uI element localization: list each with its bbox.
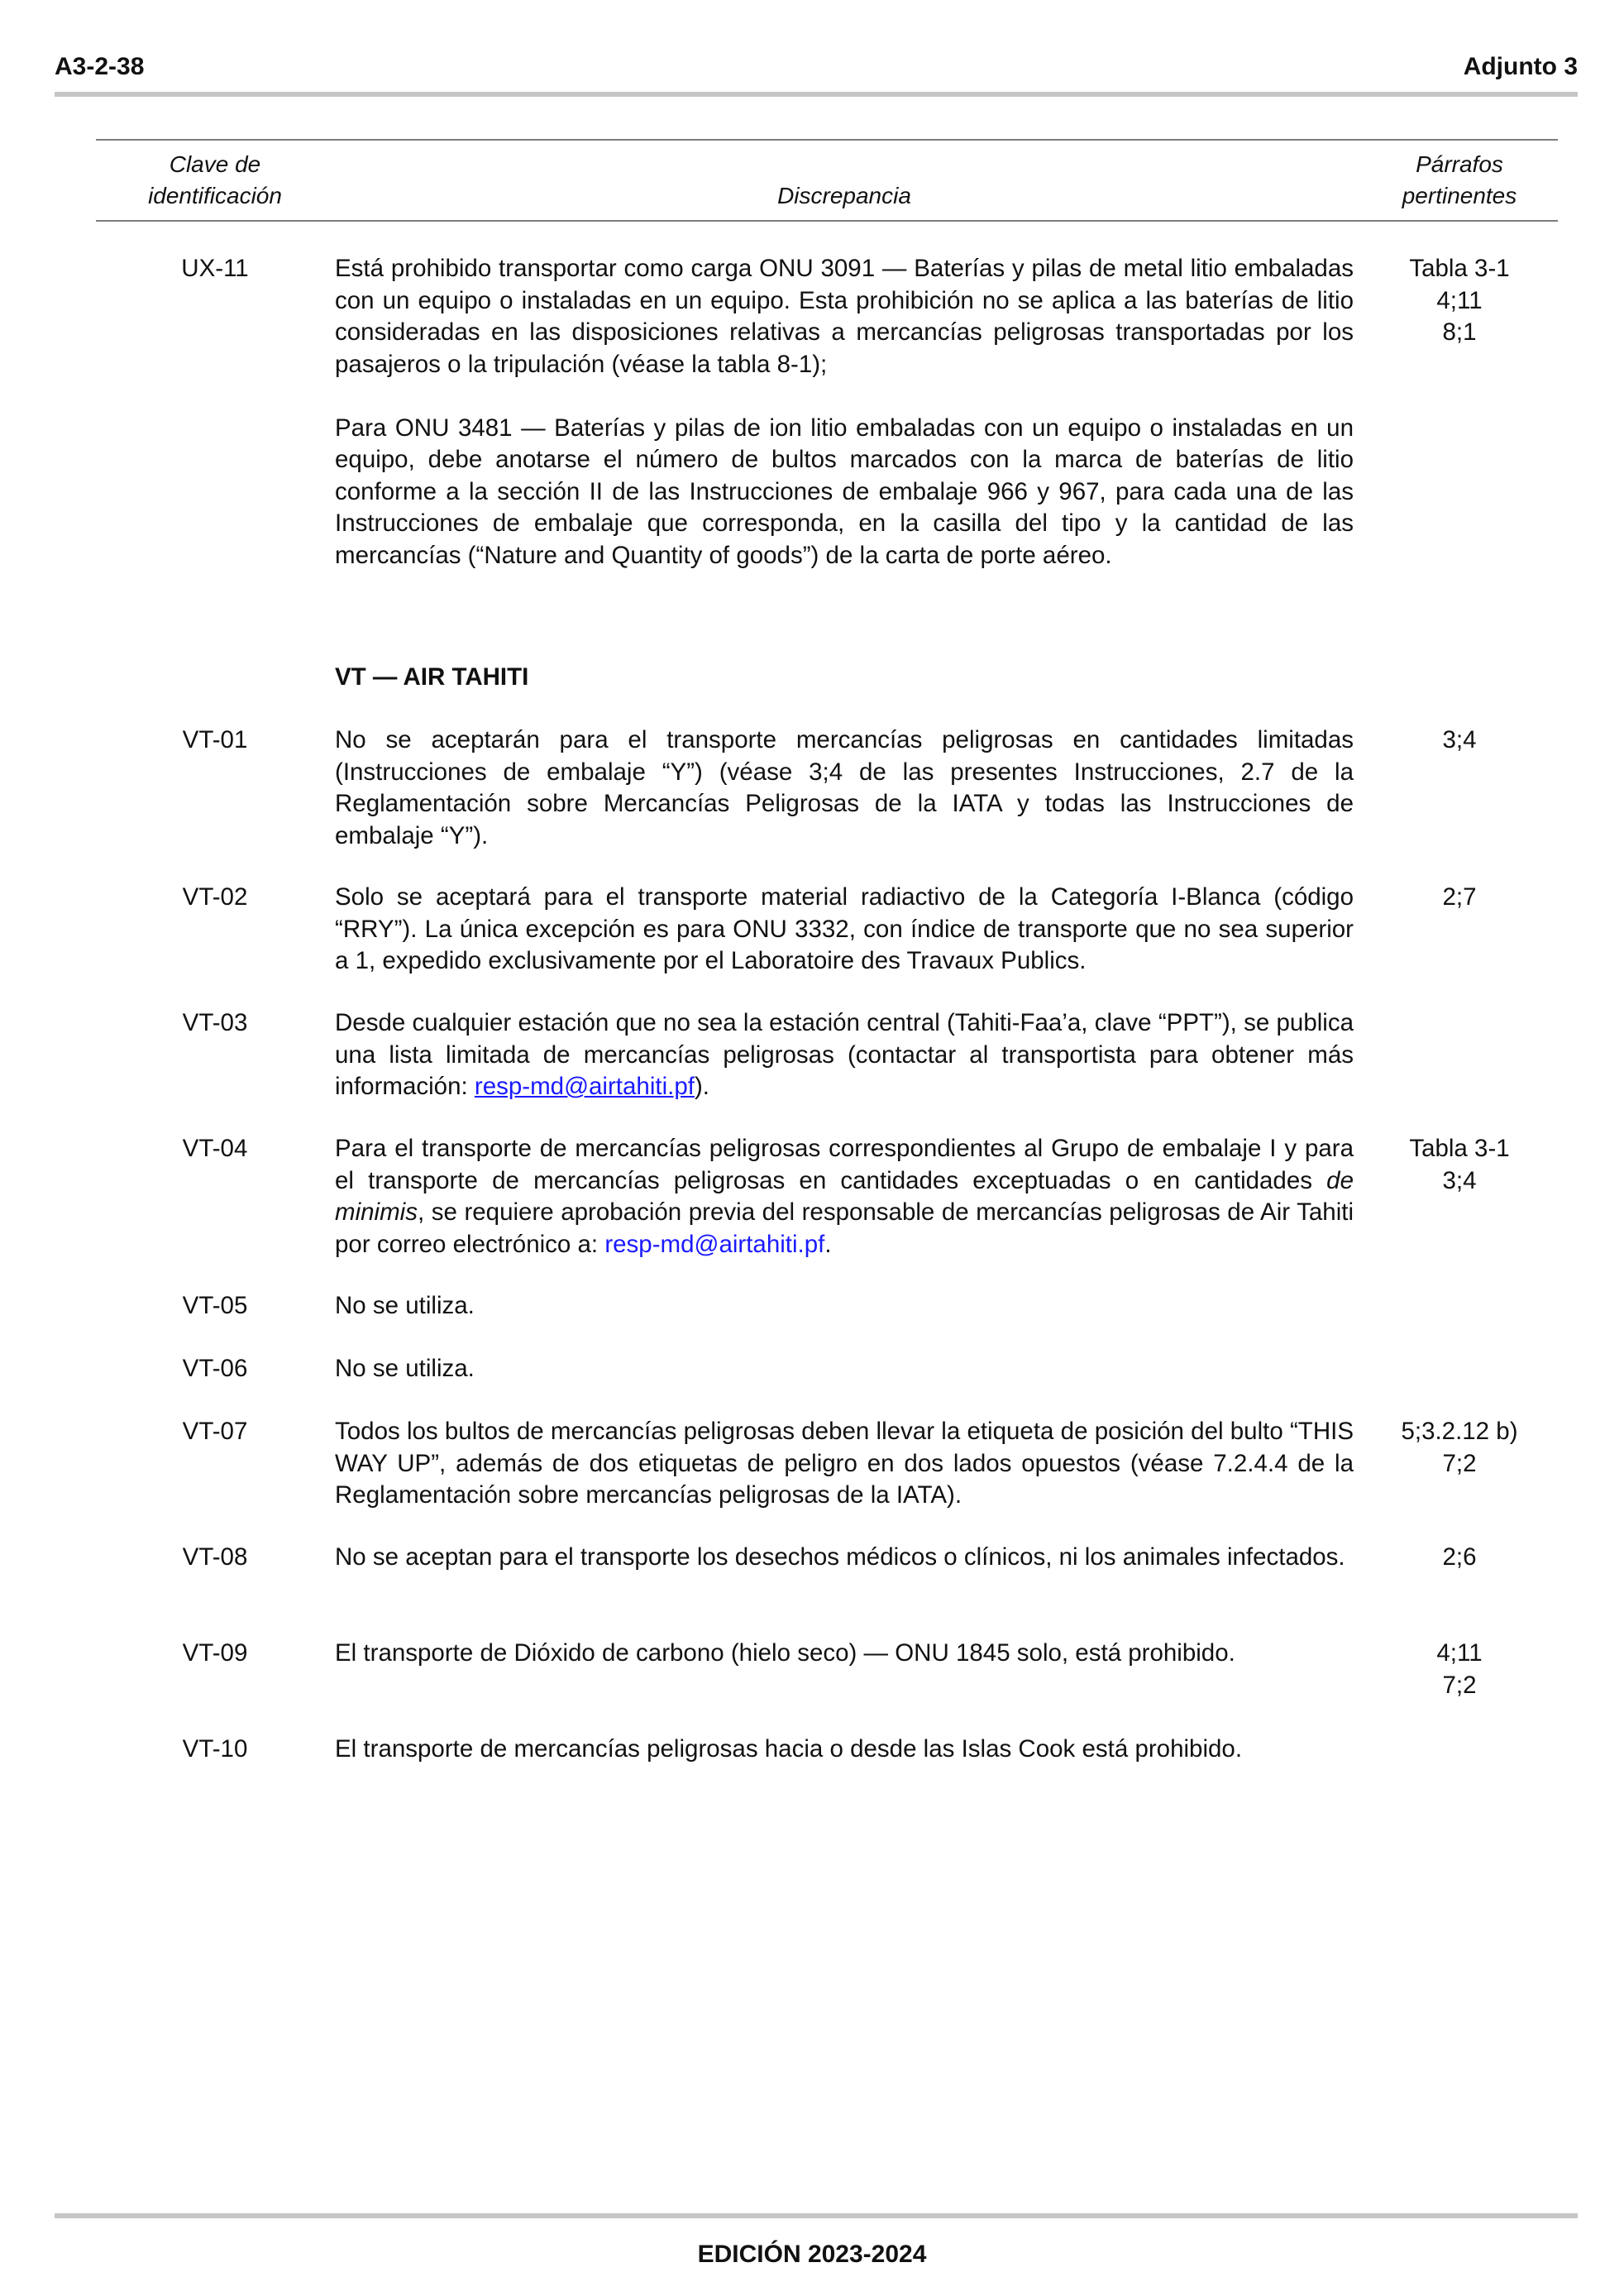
email-link[interactable]: resp-md@airtahiti.pf — [474, 1073, 695, 1100]
entry-references — [1356, 1416, 1563, 1480]
attachment-label: Adjunto 3 — [1463, 53, 1578, 80]
entry-text: Desde cualquier estación que no sea la estación central (Tahiti-Faa’a, clave “PPT”), se publica una lista limitada de mercancías peligrosas (contactar al transportista para obtener más información: — [335, 1009, 1354, 1100]
table-top-rule — [96, 139, 1558, 141]
column-header-paragraphs-line1: Párrafos — [1416, 151, 1503, 177]
reference: 3;4 — [1442, 1166, 1477, 1194]
reference: 3;4 — [1442, 726, 1477, 753]
page-number: A3-2-38 — [55, 53, 145, 80]
column-header-key-line2: identificación — [148, 183, 282, 208]
entry-text: Para el transporte de mercancías peligrosas correspondientes al Grupo de embalaje I y para el transporte de mercancías peligrosas en cantidades exceptuadas o en cantidades — [335, 1135, 1354, 1194]
entry-references — [1356, 725, 1563, 757]
entry-key: VT-01 — [182, 726, 248, 753]
reference: 4;11 — [1436, 1639, 1483, 1667]
entry-description: El transporte de Dióxido de carbono (hielo seco) — ONU 1845 solo, está prohibido. — [335, 1639, 1235, 1667]
entry-description — [335, 1133, 1354, 1260]
reference: 7;2 — [1442, 1449, 1477, 1477]
table-header-rule — [96, 220, 1558, 222]
header-rule — [55, 92, 1578, 97]
entry-description: No se aceptarán para el transporte mercancías peligrosas en cantidades limitadas (Instrucciones de embalaje “Y”) (véase 3;4 de las presentes Instrucciones, 2.7 de la Reglamentación sobre Mercancías Peligrosas de la IATA y todas las Instrucciones de embalaje “Y”). — [335, 726, 1354, 849]
footer-rule — [55, 2213, 1578, 2218]
reference: 2;6 — [1442, 1543, 1477, 1571]
entry-key: VT-05 — [182, 1292, 248, 1319]
entry-key: VT-06 — [182, 1355, 248, 1382]
column-header-key-line1: Clave de — [169, 151, 261, 177]
column-header-paragraphs-line2: pertinentes — [1402, 183, 1517, 208]
reference: 8;1 — [1442, 318, 1477, 346]
entry-paragraph: Para ONU 3481 — Baterías y pilas de ion litio embaladas con un equipo o instaladas en un equipo, debe anotarse el número de bultos marcados con la marca de baterías de litio conforme a la sección II de las Instrucciones de embalaje 966 y 967, para cada una de las Instrucciones de embalaje que corresponda, en la casilla del tipo y la cantidad de las mercancías (“Nature and Quantity of goods”) de la carta de porte aéreo. — [335, 414, 1354, 569]
entry-description: Todos los bultos de mercancías peligrosas deben llevar la etiqueta de posición del bulto “THIS WAY UP”, además de dos etiquetas de peligro en dos lados opuestos (véase 7.2.4.4 de la Reglamentación sobre mercancías peligrosas de la IATA). — [335, 1418, 1354, 1509]
entry-italic-text: de minimis — [335, 1166, 1354, 1226]
email-link[interactable]: resp-md@airtahiti.pf — [604, 1230, 825, 1258]
entry-description: El transporte de mercancías peligrosas hacia o desde las Islas Cook está prohibido. — [335, 1735, 1243, 1763]
entry-references — [1356, 882, 1563, 914]
entry-key: VT-07 — [182, 1418, 248, 1445]
entry-paragraph: Está prohibido transportar como carga ONU 3091 — Baterías y pilas de metal litio embaladas con un equipo o instaladas en un equipo. Esta prohibición no se aplica a las baterías de litio consideradas en las disposiciones relativas a mercancías peligrosas transportadas por los pasajeros o la tripulación (véase la tabla 8-1); — [335, 255, 1354, 378]
reference: Tabla 3-1 — [1409, 1135, 1510, 1162]
section-heading-air-tahiti: VT — AIR TAHITI — [335, 663, 529, 691]
entry-description: No se aceptan para el transporte los desechos médicos o clínicos, ni los animales infectados. — [335, 1543, 1345, 1571]
entry-key: VT-02 — [182, 883, 248, 911]
column-header-paragraphs — [1356, 149, 1563, 212]
entry-description — [335, 1007, 1354, 1103]
entry-key: VT-09 — [182, 1639, 248, 1667]
page-header — [55, 48, 1578, 86]
entry-key: VT-04 — [182, 1135, 248, 1162]
reference: 5;3.2.12 b) — [1401, 1418, 1518, 1445]
entry-description: No se utiliza. — [335, 1292, 475, 1319]
reference: Tabla 3-1 — [1409, 255, 1510, 282]
edition-footer: EDICIÓN 2023-2024 — [697, 2241, 927, 2268]
reference: 7;2 — [1442, 1671, 1477, 1699]
entry-text: , se requiere aprobación previa del responsable de mercancías peligrosas de Air Tahiti por correo electrónico a: — [335, 1198, 1354, 1258]
entry-references — [1356, 253, 1563, 349]
entry-key: VT-08 — [182, 1543, 248, 1571]
entry-references — [1356, 1638, 1563, 1701]
reference: 2;7 — [1442, 883, 1477, 911]
entry-references — [1356, 1133, 1563, 1197]
entry-references — [1356, 1542, 1563, 1574]
entry-key: VT-03 — [182, 1009, 248, 1036]
entry-key: VT-10 — [182, 1735, 248, 1763]
column-header-key — [116, 149, 314, 212]
entry-description: Solo se aceptará para el transporte material radiactivo de la Categoría I-Blanca (código “RRY”). La única excepción es para ONU 3332, con índice de transporte que no sea superior a 1, expedido exclusivamente por el Laboratoire des Travaux Publics. — [335, 883, 1354, 974]
reference: 4;11 — [1436, 286, 1483, 314]
entry-description: No se utiliza. — [335, 1355, 475, 1382]
column-header-discrepancy: Discrepancia — [777, 183, 911, 208]
entry-key: UX-11 — [181, 255, 249, 282]
entry-text: . — [824, 1230, 832, 1258]
entry-description — [335, 253, 1354, 572]
entry-text: ). — [694, 1073, 709, 1100]
